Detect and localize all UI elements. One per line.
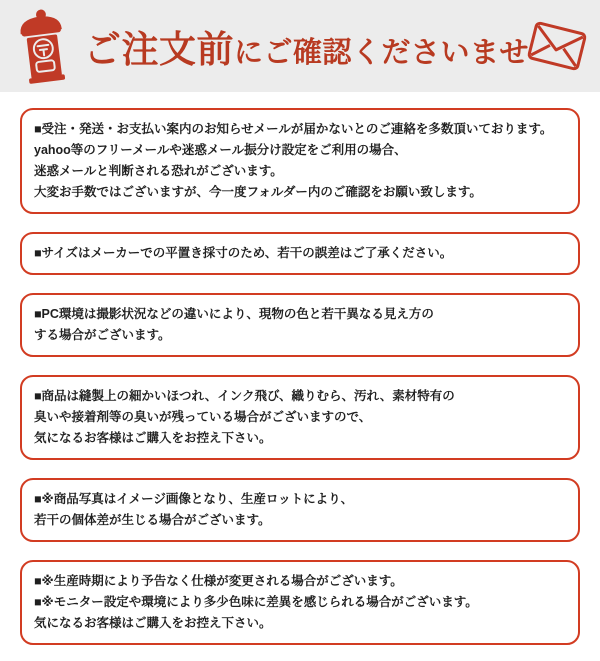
notice-line: ■PC環境は撮影状況などの違いにより、現物の色と若干異なる見え方の [34,307,434,321]
notice-box [20,293,580,357]
notice-line: ■※商品写真はイメージ画像となり、生産ロットにより、 [34,492,354,506]
notice-box [20,560,580,645]
title-rest: にご確認くださいませ [234,37,530,69]
notice-line: ■商品は縫製上の細かいほつれ、インク飛び、織りむら、汚れ、素材特有の [34,389,455,403]
notice-line: ■受注・発送・お支払い案内のお知らせメールが届かないとのご連絡を多数頂いております。 [34,122,553,136]
notice-line: 大変お手数ではございますが、今一度フォルダー内のご確認をお願い致します。 [34,185,482,199]
japan-postbox-icon [12,5,75,87]
page-title [84,19,529,73]
notice-line: する場合がございます。 [34,328,171,342]
notice-line: ■※生産時期により予告なく仕様が変更される場合がございます。 [34,574,403,588]
notice-line: 気になるお客様はご購入をお控え下さい。 [34,616,272,630]
notice-list [0,92,600,645]
notice-box [20,478,580,542]
notice-line: 気になるお客様はご購入をお控え下さい。 [34,431,272,445]
notice-box [20,375,580,460]
closed-envelope-icon [526,20,588,72]
header-banner [0,0,600,92]
notice-line: 若干の個体差が生じる場合がございます。 [34,513,271,527]
notice-box [20,108,580,214]
notice-line: ■サイズはメーカーでの平置き採寸のため、若干の誤差はご了承ください。 [34,246,453,260]
notice-box [20,232,580,275]
notice-line: 迷惑メールと判断される恐れがございます。 [34,164,283,178]
notice-line: ■※モニター設定や環境により多少色味に差異を感じられる場合がございます。 [34,595,478,609]
title-emphasis: ご注文前 [84,29,234,70]
notice-line: 臭いや接着剤等の臭いが残っている場合がございますので、 [34,410,372,424]
notice-line: yahoo等のフリーメールや迷惑メール振分け設定をご利用の場合、 [34,143,407,157]
